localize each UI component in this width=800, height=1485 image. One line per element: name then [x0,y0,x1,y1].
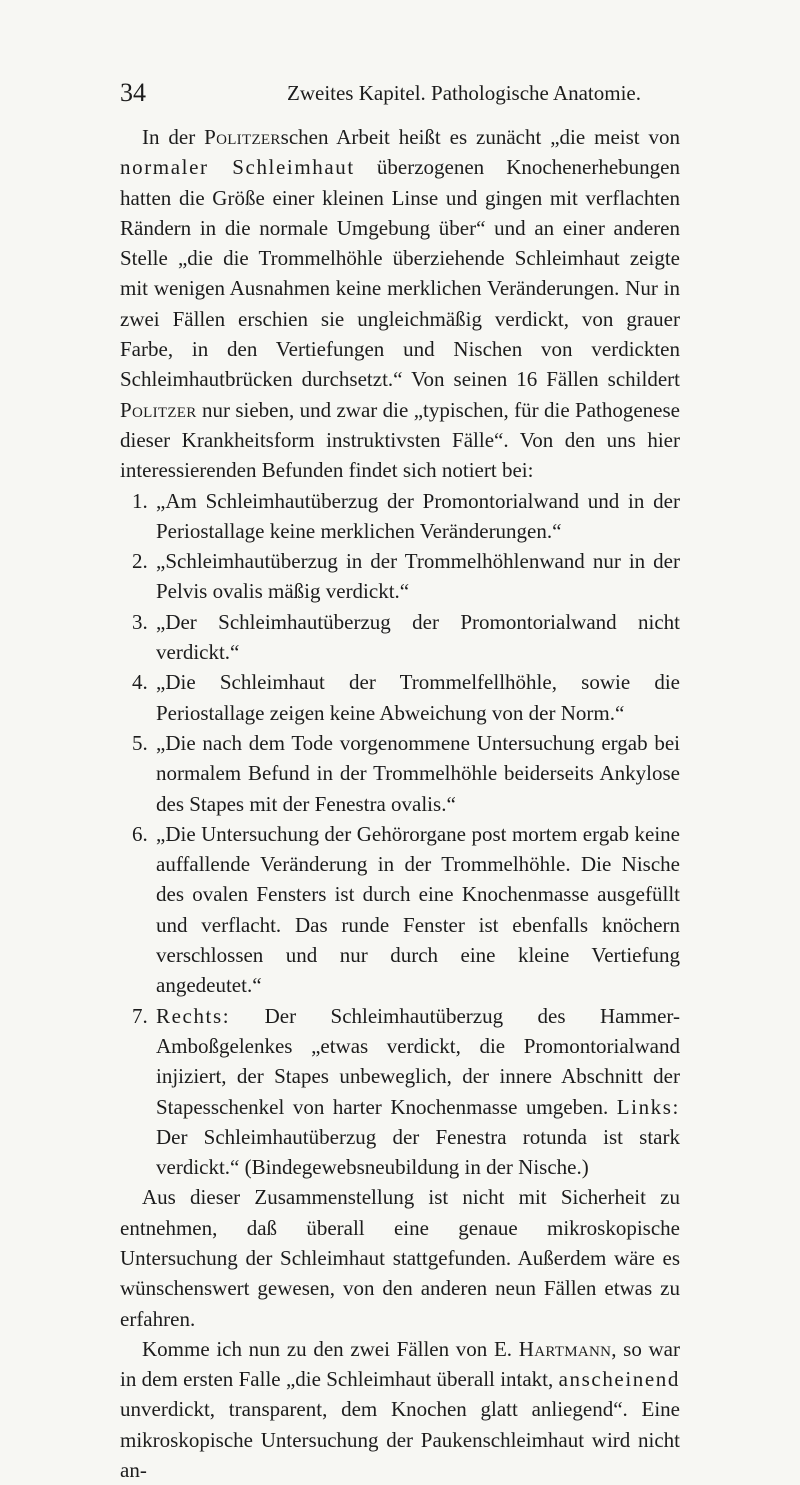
list-item: 6. „Die Untersuchung der Gehörorgane post mortem ergab keine auffallende Veränderung in der Trommelhöhle. Die Nische des ovalen Fensters ist durch eine Knochenmasse ausgefüllt und verflacht. Das runde Fenster ist ebenfalls knöchern verschlossen und nur durch eine kleine Vertiefung angedeutet.“ [132,821,680,998]
list-item: 5. „Die nach dem Tode vorgenommene Untersuchung ergab bei normalem Befund in der Trommelhöhle beiderseits Ankylose des Stapes mit der Fenestra ovalis.“ [132,730,680,816]
emphasized-text: normaler Schleimhaut [120,155,355,180]
list-item: 7. Rechts: Der Schleimhautüberzug des Hammer-Amboßgelenkes „etwas verdickt, die Promontorialwand injiziert, der Stapes unbeweglich, der innere Abschnitt der Stapesschenkel von harter Knochenmasse umgeben. Links: Der Schleimhautüberzug der Fenestra rotunda ist stark verdickt.“ (Bindegewebsneubildung in der Nische.) [132,1003,680,1180]
list-item: 3. „Der Schleimhautüberzug der Promontorialwand nicht verdickt.“ [132,609,680,665]
author-name: Politzer [120,397,197,422]
page-number: 34 [120,78,146,107]
body-text [120,122,680,1485]
emphasized-text: Rechts: [156,1003,231,1028]
intro-paragraph: In der Politzerschen Arbeit heißt es zunächt „die meist von normaler Schleimhaut überzogenen Knochenerhebungen hatten die Größe einer kleinen Linse und gingen mit verflachten Rändern in die normale Umgebung über“ und an einer anderen Stelle „die die Trommelhöhle überziehende Schleimhaut zeigte mit wenigen Ausnahmen keine merklichen Veränderungen. Nur in zwei Fällen erschien sie ungleichmäßig verdickt, von grauer Farbe, in den Vertiefungen und Nischen von verdickten Schleimhautbrücken durchsetzt.“ Von seinen 16 Fällen schildert Politzer nur sieben, und zwar die „typischen, für die Pathogenese dieser Krankheitsform instruktivsten Fälle“. Von den uns hier interessierenden Befunden findet sich notiert bei: [120,125,680,483]
author-name: Hartmann [518,1336,612,1361]
conclusion-paragraph: Aus dieser Zusammenstellung ist nicht mit Sicherheit zu entnehmen, daß überall eine genaue mikroskopische Untersuchung der Schleimhaut stattgefunden. Außerdem wäre es wünschenswert gewesen, von den anderen neun Fällen etwas zu erfahren. [120,1185,680,1331]
author-name: Politzer [204,125,281,149]
list-item: 4. „Die Schleimhaut der Trommelfellhöhle, sowie die Periostallage zeigen keine Abweichung von der Norm.“ [132,670,680,725]
emphasized-text: anscheinend [558,1367,680,1392]
emphasized-text: Links: [616,1094,680,1119]
page-header [120,78,680,108]
case-list [120,486,680,1183]
list-item: 2. „Schleimhautüberzug in der Trommelhöhlenwand nur in der Pelvis ovalis mäßig verdickt.“ [132,549,680,604]
list-item: 1. „Am Schleimhautüberzug der Promontorialwand und in der Periostallage keine merklichen Veränderungen.“ [132,488,680,543]
running-head: Zweites Kapitel. Pathologische Anatomie. [287,81,642,105]
final-paragraph: Komme ich nun zu den zwei Fällen von E. Hartmann, so war in dem ersten Falle „die Schleimhaut überall intakt, anscheinend unverdickt, transparent, dem Knochen glatt anliegend“. Eine mikroskopische Untersuchung der Paukenschleimhaut wird nicht an- [120,1336,680,1483]
